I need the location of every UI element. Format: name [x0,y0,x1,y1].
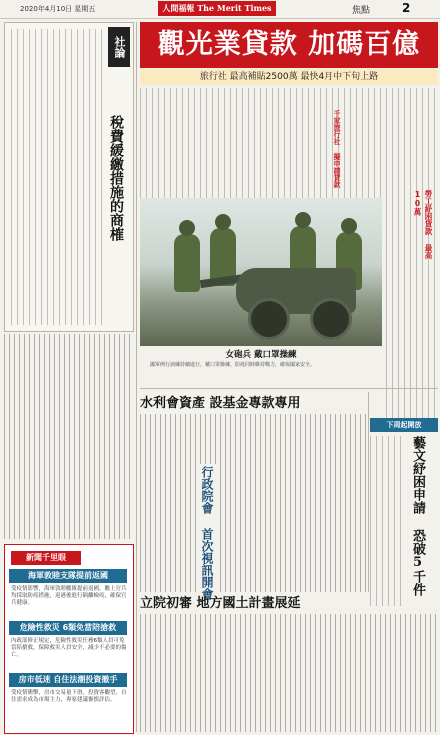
photo-caption-text: 國軍例行訓練持續進行，戴口罩操練，防疫同時維持戰力，確保國家安全。 [150,362,316,368]
arts-relief-headline: 藝文紓困申請 恐破5千件 [410,436,425,596]
page-number: 2 [402,1,411,15]
newspaper-logo: 人間福報 The Merit Times [158,1,276,16]
news-roundup-box [4,544,134,734]
main-subheadline: 旅行社 最高補貼2500萬 最快4月中下旬上路 [140,69,438,85]
column-divider [136,22,137,732]
photo-wheel [310,298,352,340]
land-plan-text [140,614,438,732]
editorial-continued-text [4,334,132,539]
land-plan-headline: 立院初審 地方國土計畫展延 [140,596,301,611]
photo-soldier [174,234,200,292]
section-name: 焦點 [352,6,371,16]
editorial-tag: 社論 [108,27,130,67]
section-divider [140,388,438,389]
editorial-headline: 稅費緩繳措施的商榷 [108,115,124,241]
water-assets-headline: 水利會資產 設基金專款專用 [140,396,301,411]
page-header [0,0,440,19]
cabinet-meeting-headline: 行政院會 首次視訊開會 [198,464,217,602]
arts-relief-text [370,436,406,606]
news-item-body-1: 受疫情影響，海軍敦睦艦隊提前返國，艦上官兵均採取防疫措施，返港後進行隔離檢疫，確保官兵健康。 [11,586,127,606]
news-item-head-1: 海軍敦睦支隊提前返國 [9,569,127,583]
news-item-head-2: 危險性救災 6類免當陪搶救 [9,621,127,635]
labor-loan-tag: 勞工紓困貸款 最高10萬 [413,190,433,259]
center-side-tag: 千家旅行社 擬申請貸款 [333,110,341,188]
news-item-head-3: 房市低迷 自住法潮投資撤手 [9,673,127,687]
water-assets-text [140,414,366,592]
photo-caption-title: 女砲兵 戴口罩操練 [225,350,297,360]
news-item-body-2: 內政部修正規定，危險性救災任務6類人員可免當陪搶救，保障救災人員安全，減少不必要的傷亡。 [11,638,127,658]
column-divider [368,392,369,592]
issue-date: 2020年4月10日 星期五 [20,5,96,13]
news-roundup-title: 新聞千里眼 [11,551,81,565]
weekly-label: 下周起開放 [370,418,438,432]
editorial-body-text [11,29,103,325]
photo-wheel [248,298,290,340]
main-headline: 觀光業貸款 加碼百億 [140,22,438,68]
editorial-box [4,22,134,332]
main-article-text [140,88,382,198]
news-item-body-3: 受疫情衝擊，房市交易量下滑，投資客觀望，自住需求成為市場主力，專家建議審慎評估。 [11,690,127,703]
news-photo [140,198,382,346]
